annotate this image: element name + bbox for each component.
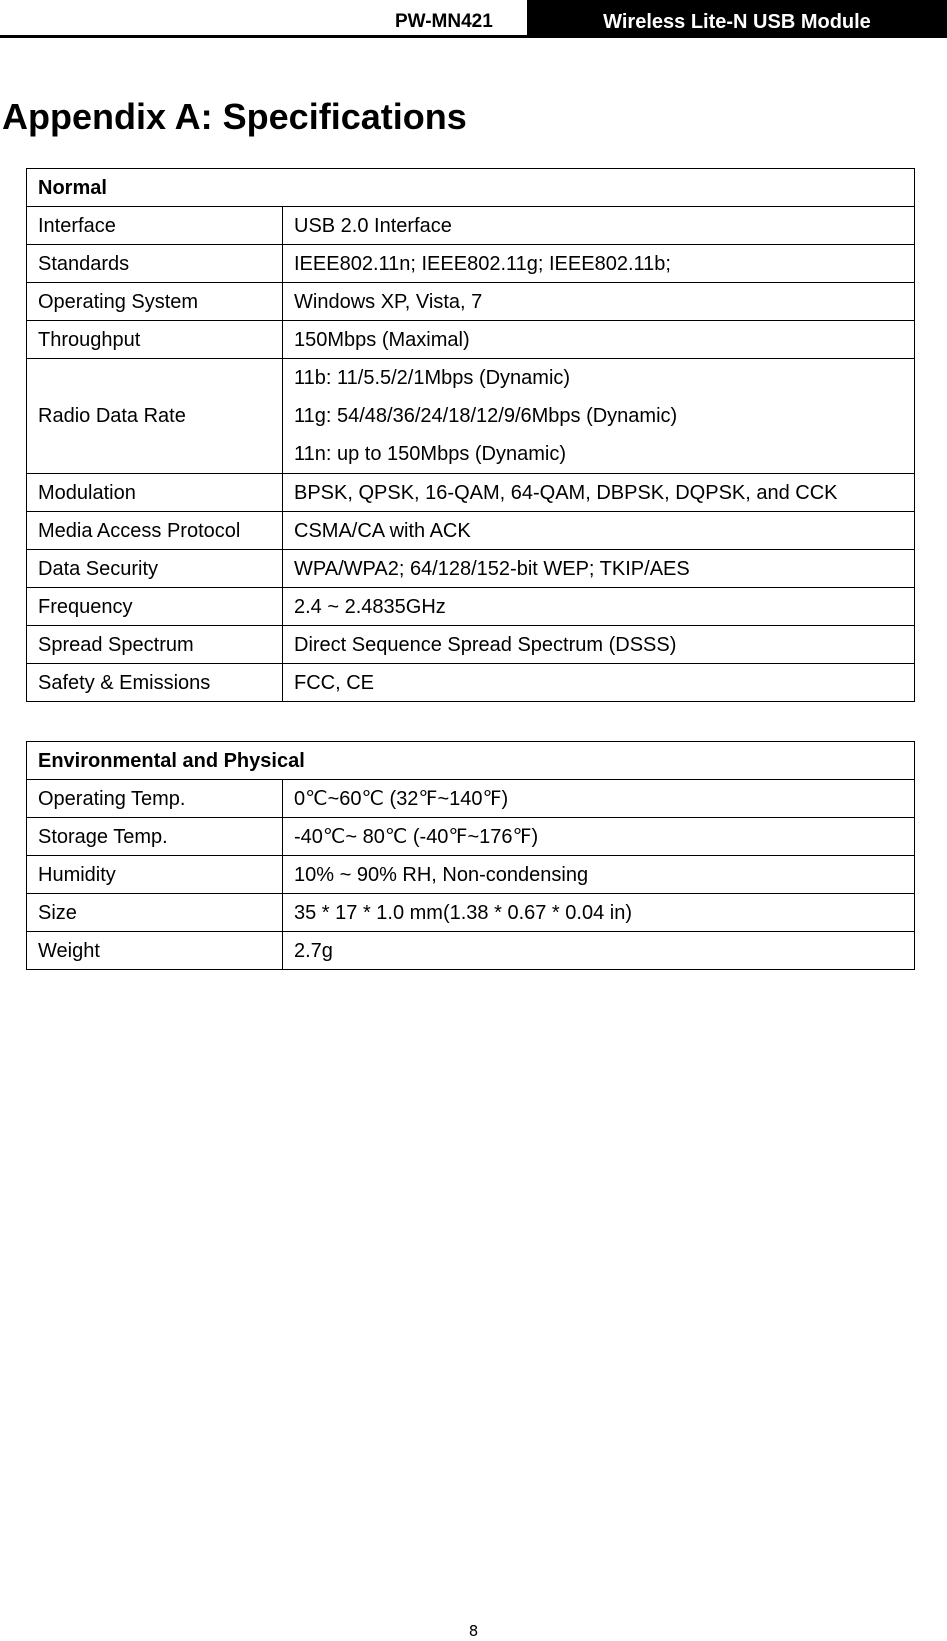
table-row — [27, 283, 915, 321]
table-header-row — [27, 742, 915, 780]
spec-label: Operating System — [27, 283, 283, 321]
spec-value: 150Mbps (Maximal) — [283, 321, 915, 359]
spec-value: 35 * 17 * 1.0 mm(1.38 * 0.67 * 0.04 in) — [283, 894, 915, 932]
spec-label: Storage Temp. — [27, 818, 283, 856]
header-model-number: PW-MN421 — [395, 11, 493, 32]
environmental-section-heading: Environmental and Physical — [27, 742, 915, 780]
table-row — [27, 207, 915, 245]
table-header-row — [27, 169, 915, 207]
table-row — [27, 780, 915, 818]
radio-rate-line: 11b: 11/5.5/2/1Mbps (Dynamic) — [294, 367, 571, 389]
table-row — [27, 512, 915, 550]
normal-spec-table — [26, 168, 915, 702]
spec-value: BPSK, QPSK, 16-QAM, 64-QAM, DBPSK, DQPSK, and CCK — [283, 474, 915, 512]
header-product-title: Wireless Lite-N USB Module — [527, 0, 947, 37]
spec-value: CSMA/CA with ACK — [283, 512, 915, 550]
spec-value: 2.7g — [283, 932, 915, 970]
header-rule — [0, 35, 947, 38]
radio-rate-line: 11n: up to 150Mbps (Dynamic) — [294, 443, 566, 465]
radio-rate-line: 11g: 54/48/36/24/18/12/9/6Mbps (Dynamic) — [294, 405, 678, 427]
page-number: 8 — [468, 1622, 479, 1640]
spec-value: 10% ~ 90% RH, Non-condensing — [283, 856, 915, 894]
spec-label: Spread Spectrum — [27, 626, 283, 664]
spec-label: Radio Data Rate — [27, 359, 283, 474]
spec-label: Media Access Protocol — [27, 512, 283, 550]
table-row — [27, 245, 915, 283]
spec-label: Safety & Emissions — [27, 664, 283, 702]
spec-value: FCC, CE — [283, 664, 915, 702]
spec-value: -40℃~ 80℃ (-40℉~176℉) — [283, 818, 915, 856]
spec-value: USB 2.0 Interface — [283, 207, 915, 245]
spec-label: Interface — [27, 207, 283, 245]
table-row — [27, 856, 915, 894]
spec-value: 0℃~60℃ (32℉~140℉) — [283, 780, 915, 818]
spec-value: 2.4 ~ 2.4835GHz — [283, 588, 915, 626]
table-row — [27, 474, 915, 512]
table-row — [27, 894, 915, 932]
page-header — [0, 0, 947, 40]
spec-label: Humidity — [27, 856, 283, 894]
spec-value: WPA/WPA2; 64/128/152-bit WEP; TKIP/AES — [283, 550, 915, 588]
table-row — [27, 664, 915, 702]
table-row — [27, 932, 915, 970]
spec-value-multiline — [283, 359, 915, 474]
spec-label: Standards — [27, 245, 283, 283]
spec-label: Modulation — [27, 474, 283, 512]
spec-label: Weight — [27, 932, 283, 970]
table-row — [27, 626, 915, 664]
environmental-spec-table — [26, 741, 915, 970]
spec-value: Windows XP, Vista, 7 — [283, 283, 915, 321]
spec-label: Frequency — [27, 588, 283, 626]
page-title: Appendix A: Specifications — [2, 96, 467, 137]
table-row — [27, 321, 915, 359]
normal-section-heading: Normal — [27, 169, 915, 207]
table-row — [27, 818, 915, 856]
spec-label: Data Security — [27, 550, 283, 588]
spec-label: Size — [27, 894, 283, 932]
spec-value: Direct Sequence Spread Spectrum (DSSS) — [283, 626, 915, 664]
spec-label: Operating Temp. — [27, 780, 283, 818]
table-row — [27, 550, 915, 588]
table-row-radio-data-rate — [27, 359, 915, 474]
spec-value: IEEE802.11n; IEEE802.11g; IEEE802.11b; — [283, 245, 915, 283]
table-row — [27, 588, 915, 626]
spec-label: Throughput — [27, 321, 283, 359]
